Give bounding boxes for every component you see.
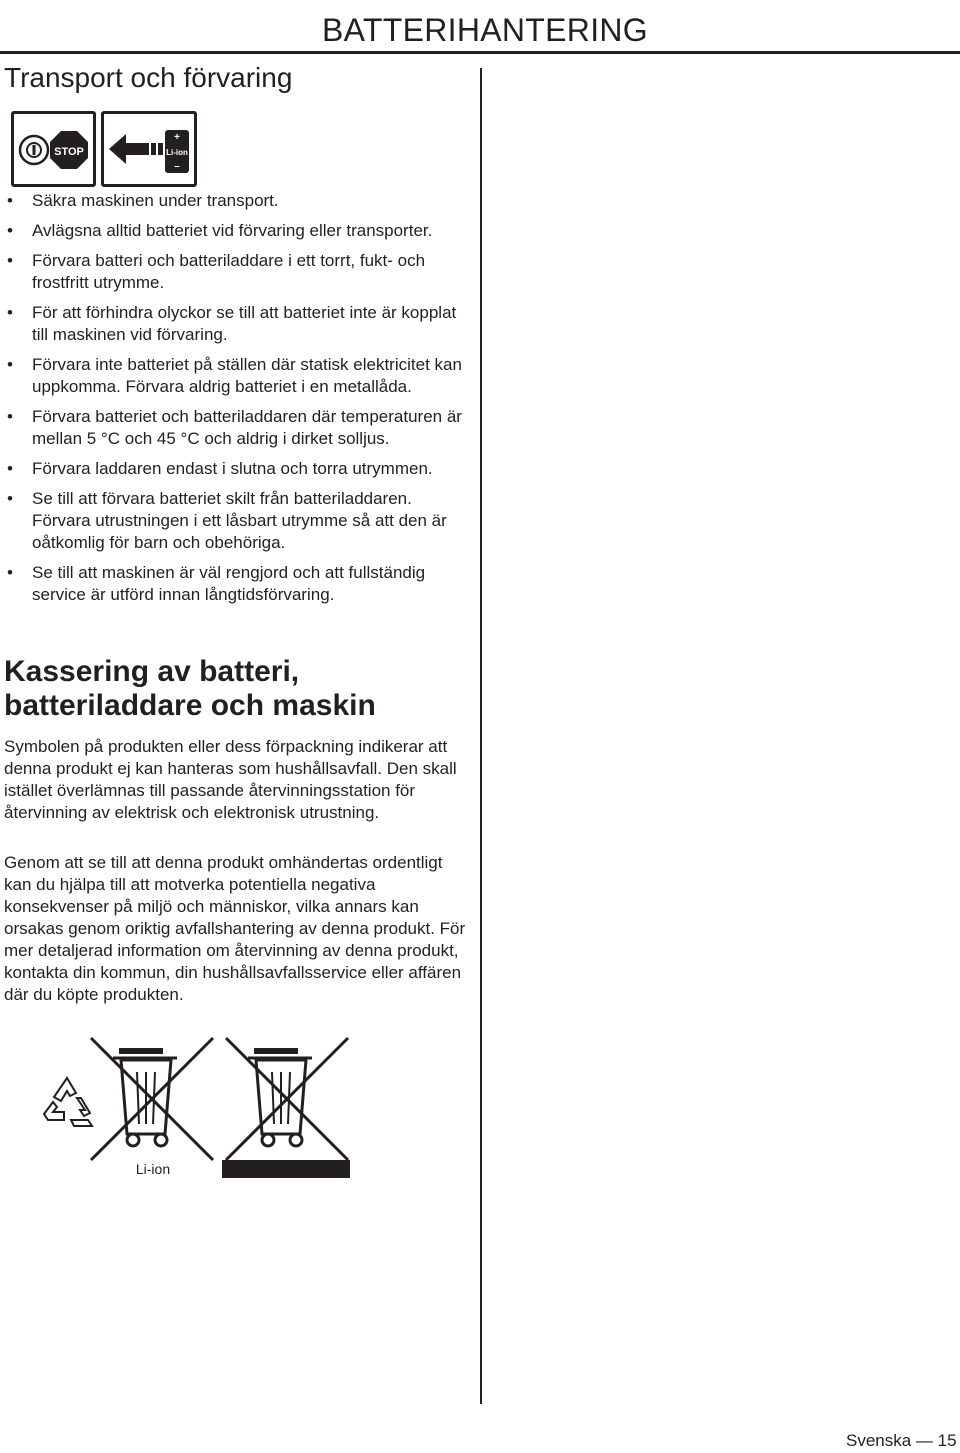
- remove-battery-icon: [101, 111, 197, 187]
- page-header-title: BATTERIHANTERING: [322, 12, 649, 48]
- page-footer: [846, 1430, 957, 1452]
- footer-language: Svenska: [846, 1431, 912, 1450]
- stop-key-icon: [11, 111, 96, 187]
- disposal-paragraph-2: Genom att se till att denna produkt omhändertas ordentligt kan du hjälpa till att motverka potentiella negativa konsekvenser på miljö och människor, vilka annars kan orsakas genom oriktig avfallshantering av denna produkt. För mer detaljerad information om återvinning av denna produkt, kontakta din kommun, din hushållsavfallsservice eller affären där du köpte produkten.: [4, 853, 466, 1004]
- crossed-bin-li-ion-icon: [87, 1036, 217, 1186]
- list-item: • Se till att maskinen är väl rengjord och att fullständig service är utförd innan långtidsförvaring.: [4, 562, 474, 606]
- footer-separator: —: [915, 1431, 933, 1450]
- section-title-disposal: Kassering av batteri, batteriladdare och maskin: [4, 655, 376, 722]
- svg-text:+: +: [174, 132, 180, 143]
- column-divider: [480, 68, 482, 1404]
- list-item: • Förvara laddaren endast i slutna och torra utrymmen.: [4, 458, 474, 480]
- list-item: • Säkra maskinen under transport.: [4, 190, 474, 212]
- list-item: • Förvara inte batteriet på ställen där statisk elektricitet kan uppkomma. Förvara aldrig batteriet i en metallåda.: [4, 354, 474, 398]
- crossed-bin-icon: [222, 1036, 352, 1178]
- list-item: • Se till att förvara batteriet skilt från batteriladdaren. Förvara utrustningen i ett låsbart utrymme så att den är oåtkomlig för barn och obehöriga.: [4, 488, 474, 554]
- list-item: • Förvara batteriet och batteriladdaren där temperaturen är mellan 5 °C och 45 °C och aldrig i dirket solljus.: [4, 406, 474, 450]
- disposal-paragraph-1: Symbolen på produkten eller dess förpackning indikerar att denna produkt ej kan hanteras som hushållsavfall. Den skall istället överlämnas till passande återvinningsstation för återvinning av elektrisk och elektronisk utrustning.: [4, 737, 457, 822]
- bin-bar: [222, 1160, 350, 1178]
- battery-label: Li-ion: [166, 148, 188, 157]
- list-item: • Förvara batteri och batteriladdare i ett torrt, fukt- och frostfritt utrymme.: [4, 250, 474, 294]
- bin-label: Li-ion: [135, 1161, 171, 1177]
- header-rule: [0, 51, 960, 54]
- transport-bullet-list: [4, 190, 474, 614]
- list-item: • För att förhindra olyckor se till att batteriet inte är kopplat till maskinen vid förvaring.: [4, 302, 474, 346]
- list-item: • Avlägsna alltid batteriet vid förvaring eller transporter.: [4, 220, 474, 242]
- svg-text:–: –: [174, 161, 180, 172]
- section-title-transport: Transport och förvaring: [4, 62, 293, 93]
- stop-sign-label: STOP: [54, 146, 84, 158]
- page-number: 15: [937, 1431, 957, 1450]
